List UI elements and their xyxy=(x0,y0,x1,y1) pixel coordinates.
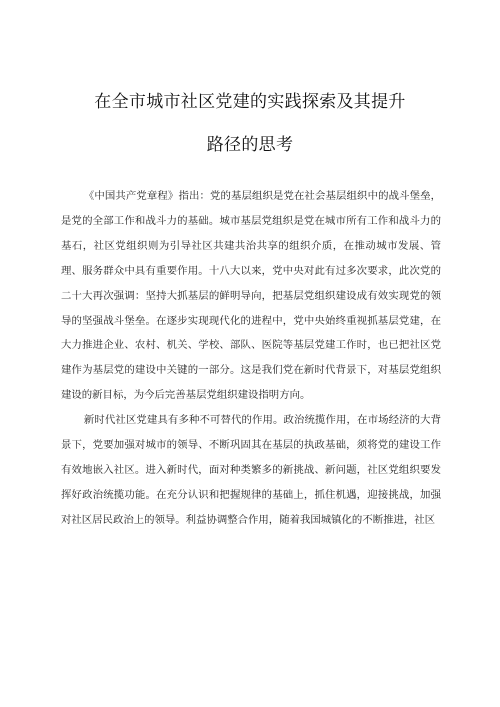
document-title-line-2: 路径的思考 xyxy=(206,135,294,155)
body-paragraph-1: 《中国共产党章程》指出：党的基层组织是党在社会基层组织中的战斗堡垒，是党的全部工作和战斗力的基础。城市基层党组织是党在城市所有工作和战斗力的基石，社区党组织则为引导社区共建共治共享的组织介质，在推动城市发展、管理、服务群众中具有重要作用。十八大以来，党中央对此有过多次要求，此次党的二十大再次强调：坚持大抓基层的鲜明导向，把基层党组织建设成有效实现党的领导的坚强战斗堡垒。在逐步实现现代化的进程中，党中央始终重视抓基层党建，在大力推进企业、农村、机关、学校、部队、医院等基层党建工作时，也已把社区党建作为基层党的建设中关键的一部分。这是我们党在新时代背景下，对基层党组织建设的新目标，为今后完善基层党组织建设指明方向。 xyxy=(61,190,441,402)
document-body xyxy=(61,184,441,533)
body-paragraph-2: 新时代社区党建具有多种不可替代的作用。政治统揽作用，在市场经济的大背景下，党要加强对城市的领导、不断巩固其在基层的执政基础，须将党的建设工作有效地嵌入社区。进入新时代，面对种类繁多的新挑战、新问题，社区党组织要发挥好政治统揽功能。在充分认识和把握规律的基础上，抓住机遇，迎接挑战，加强对社区居民政治上的领导。利益协调整合作用，随着我国城镇化的不断推进，社区 xyxy=(61,414,441,526)
document-title-line-1: 在全市城市社区党建的实践探索及其提升 xyxy=(94,92,406,112)
